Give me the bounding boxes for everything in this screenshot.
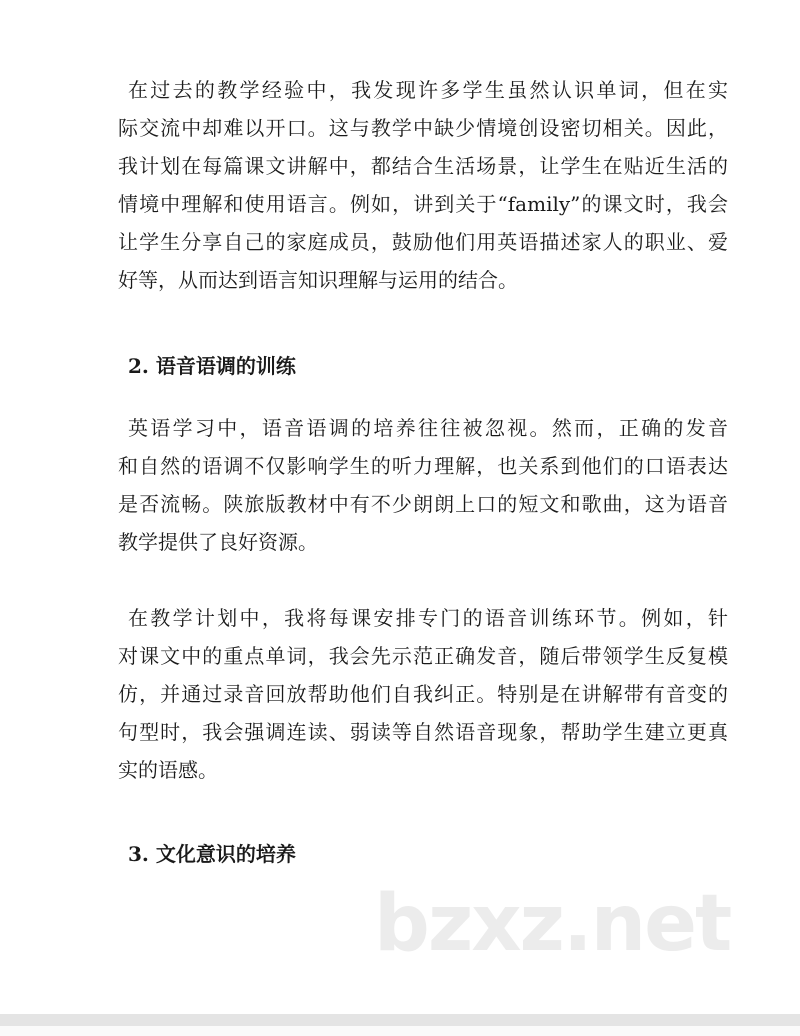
text-line: 和自然的语调不仅影响学生的听力理解，也关系到他们的口语表达 [118, 454, 728, 478]
text-line: 实的语感。 [118, 758, 218, 782]
watermark: bzxz.net [374, 879, 731, 969]
text-line: 英语学习中，语音语调的培养往往被忽视。然而，正确的发音 [128, 416, 728, 440]
text-line: 让学生分享自己的家庭成员，鼓励他们用英语描述家人的职业、爱 [118, 230, 728, 254]
section-heading-3: 3. 文化意识的培养 [128, 842, 296, 866]
page-separator [0, 1014, 800, 1026]
text-line: 教学提供了良好资源。 [118, 530, 318, 554]
next-page-edge [0, 1026, 800, 1036]
text-line: 在教学计划中，我将每课安排专门的语音训练环节。例如，针 [128, 606, 728, 630]
section-heading-2: 2. 语音语调的训练 [128, 354, 296, 378]
text-line: 际交流中却难以开口。这与教学中缺少情境创设密切相关。因此， [118, 116, 728, 140]
text-line: 情境中理解和使用语言。例如，讲到关于“family”的课文时，我会 [118, 192, 728, 216]
text-line: 是否流畅。陕旅版教材中有不少朗朗上口的短文和歌曲，这为语音 [118, 492, 728, 516]
text-line: 好等，从而达到语言知识理解与运用的结合。 [118, 268, 518, 292]
text-line: 我计划在每篇课文讲解中，都结合生活场景，让学生在贴近生活的 [118, 154, 728, 178]
text-line: 对课文中的重点单词，我会先示范正确发音，随后带领学生反复模 [118, 644, 728, 668]
text-line: 在过去的教学经验中，我发现许多学生虽然认识单词，但在实 [128, 78, 728, 102]
text-line: 仿，并通过录音回放帮助他们自我纠正。特别是在讲解带有音变的 [118, 682, 728, 706]
text-line: 句型时，我会强调连读、弱读等自然语音现象，帮助学生建立更真 [118, 720, 728, 744]
